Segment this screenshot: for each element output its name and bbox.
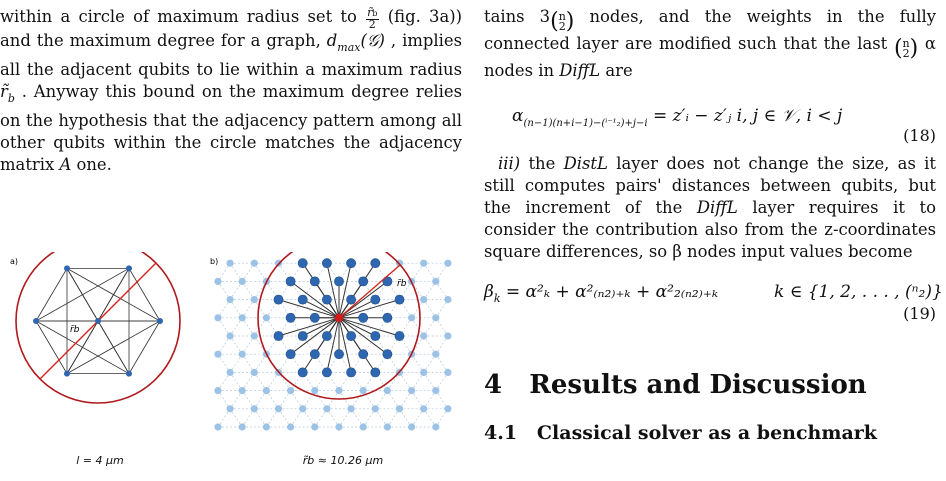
graph-edge: [98, 321, 129, 374]
lattice-qubit-node: [360, 423, 367, 430]
lattice-qubit-node: [408, 314, 415, 321]
graph-edge: [129, 321, 160, 374]
neighbor-qubit-node: [359, 277, 368, 286]
lattice-qubit-node: [432, 278, 439, 285]
right-paragraph-1: tains 3( n 2 ) nodes, and the weights in the fully connected layer are modified such that the last ( n 2 ) α nodes in DiffL are: [484, 7, 936, 80]
lattice-qubit-node: [263, 314, 270, 321]
neighbor-qubit-node: [383, 313, 392, 322]
lattice-qubit-node: [263, 387, 270, 394]
neighbor-qubit-node: [310, 277, 319, 286]
neighbor-qubit-node: [359, 350, 368, 359]
graph-edge: [36, 321, 67, 374]
radius-circle-a: [16, 252, 180, 403]
graph-edge: [36, 268, 67, 321]
neighbor-qubit-node: [310, 350, 319, 359]
lattice-qubit-node: [227, 260, 234, 267]
neighbor-qubit-node: [347, 331, 356, 340]
binom-n-2: ( n 2 ): [550, 9, 575, 34]
qubit-node: [126, 265, 132, 271]
neighbor-qubit-node: [286, 313, 295, 322]
star-edge: [339, 318, 375, 373]
panel-a-svg: [0, 252, 200, 472]
lattice-qubit-node: [432, 351, 439, 358]
lattice-qubit-node: [335, 423, 342, 430]
panel-b-tag: b): [210, 257, 219, 266]
radius-line-b: [339, 265, 400, 318]
figure-panel-a: [0, 252, 200, 472]
lattice-qubit-node: [311, 423, 318, 430]
lattice-qubit-node: [408, 423, 415, 430]
section-heading: 4 Results and Discussion: [484, 370, 867, 400]
lattice-qubit-node: [444, 405, 451, 412]
lattice-qubit-node: [323, 405, 330, 412]
rb-symbol: $r̃_b$: [0, 82, 15, 106]
neighbor-qubit-node: [322, 295, 331, 304]
lattice-qubit-node: [239, 278, 246, 285]
qubit-node: [64, 371, 70, 377]
neighbor-qubit-node: [347, 368, 356, 377]
lattice-qubit-node: [348, 405, 355, 412]
adjacency-matrix-symbol: A: [59, 155, 72, 175]
panel-a-tag: a): [10, 257, 19, 266]
left-column: [0, 0, 462, 177]
lattice-qubit-node: [287, 423, 294, 430]
lattice-qubit-node: [275, 405, 282, 412]
lattice-qubit-node: [384, 423, 391, 430]
lattice-qubit-node: [372, 405, 379, 412]
graph-edge: [67, 268, 98, 321]
lattice-qubit-node: [444, 260, 451, 267]
neighbor-qubit-node: [395, 295, 404, 304]
lattice-qubit-node: [408, 387, 415, 394]
neighbor-qubit-node: [359, 313, 368, 322]
neighbor-qubit-node: [274, 331, 283, 340]
dmax-symbol: $d_{max}(𝒢)$: [326, 31, 385, 54]
neighbor-qubit-node: [371, 295, 380, 304]
rb-label-b: r̃b: [397, 279, 407, 289]
equation-19: $\beta_k = \alpha^2_k + \alpha^2_{(n2)+k} + \alpha^2_{2(n2)+k}$ k ∈ {1, 2, . . . , (ⁿ₂)} (19): [484, 282, 943, 323]
qubit-node: [64, 265, 70, 271]
neighbor-qubit-node: [322, 368, 331, 377]
neighbor-qubit-node: [286, 350, 295, 359]
neighbor-qubit-node: [322, 259, 331, 268]
lattice-qubit-node: [251, 260, 258, 267]
neighbor-qubit-node: [298, 295, 307, 304]
lattice-qubit-node: [335, 387, 342, 394]
neighbor-qubit-node: [347, 259, 356, 268]
neighbor-qubit-node: [334, 277, 343, 286]
lattice-qubit-node: [227, 405, 234, 412]
lattice-qubit-node: [239, 423, 246, 430]
figure-panel-b: [210, 252, 460, 442]
lattice-qubit-node: [251, 332, 258, 339]
neighbor-qubit-node: [310, 313, 319, 322]
graph-edge: [129, 268, 160, 321]
neighbor-qubit-node: [347, 295, 356, 304]
neighbor-qubit-node: [322, 331, 331, 340]
lattice-qubit-node: [239, 387, 246, 394]
left-paragraph: within a circle of maximum radius set to $\frac{r̃b}{2}$ (fig. 3a)) and the maximum degree for a graph, $d_{max}(𝒢)$ , implies all the adjacent qubits to lie within a maximum radius $r̃_b$ . Anyway this bound on the maximum degree relies on the hypothesis that the adjacency pattern among all other qubits within the circle matches the adjacency matrix A one.: [0, 6, 463, 175]
neighbor-qubit-node: [395, 331, 404, 340]
binom-n-2-b: ( n 2 ): [893, 36, 919, 61]
lattice-qubit-node: [311, 387, 318, 394]
subsection-heading: 4.1 Classical solver as a benchmark: [484, 422, 877, 444]
lattice-qubit-node: [287, 387, 294, 394]
neighbor-qubit-node: [383, 350, 392, 359]
lattice-qubit-node: [299, 405, 306, 412]
lattice-qubit-node: [214, 278, 221, 285]
neighbor-qubit-node: [371, 259, 380, 268]
lattice-qubit-node: [227, 369, 234, 376]
lattice-qubit-node: [444, 296, 451, 303]
lattice-qubit-node: [214, 387, 221, 394]
lattice-qubit-node: [444, 369, 451, 376]
rb-label-a: r̃b: [70, 325, 80, 335]
neighbor-qubit-node: [298, 368, 307, 377]
lattice-qubit-node: [251, 369, 258, 376]
lattice-qubit-node: [420, 405, 427, 412]
lattice-qubit-node: [432, 423, 439, 430]
neighbor-qubit-node: [371, 368, 380, 377]
neighbor-qubit-node: [298, 331, 307, 340]
lattice-qubit-node: [396, 405, 403, 412]
lattice-qubit-node: [239, 314, 246, 321]
qubit-node: [157, 318, 163, 324]
neighbor-qubit-node: [274, 295, 283, 304]
neighbor-qubit-node: [371, 331, 380, 340]
right-column: [484, 0, 943, 481]
caption-b: r̃b ≈ 10.26 μm: [302, 454, 384, 467]
lattice-qubit-node: [420, 296, 427, 303]
lattice-qubit-node: [214, 423, 221, 430]
caption-a: l = 4 μm: [76, 454, 124, 467]
qubit-node: [126, 371, 132, 377]
neighbor-qubit-node: [298, 259, 307, 268]
panel-b-svg: [210, 252, 460, 442]
lattice-qubit-node: [214, 351, 221, 358]
equation-18: $\alpha_{(n-1)(n+i-1)-(^{i-1}_2)+j-i}$ = z′ᵢ − z′ⱼ i, j ∈ 𝒱, i < j (18): [512, 106, 936, 145]
lattice-qubit-node: [420, 369, 427, 376]
star-edge: [303, 318, 339, 373]
lattice-qubit-node: [251, 296, 258, 303]
neighbor-qubit-node: [286, 277, 295, 286]
right-paragraph-2: iii) the DistL layer does not change the size, as it still computes pairs' distances between qubits, but the increment of the DiffL layer requires it to consider the contribution also from the z-coordinates square differences, so β nodes input values become: [484, 154, 936, 262]
lattice-qubit-node: [420, 260, 427, 267]
qubit-node: [33, 318, 39, 324]
lattice-qubit-node: [239, 351, 246, 358]
qubit-node: [95, 318, 101, 324]
lattice-qubit-node: [227, 332, 234, 339]
lattice-qubit-node: [432, 314, 439, 321]
lattice-qubit-node: [384, 387, 391, 394]
lattice-qubit-node: [227, 296, 234, 303]
lattice-qubit-node: [263, 423, 270, 430]
neighbor-qubit-node: [334, 350, 343, 359]
lattice-qubit-node: [432, 387, 439, 394]
lattice-qubit-node: [214, 314, 221, 321]
fraction-rb-over-2: $\frac{r̃b}{2}$: [367, 6, 378, 31]
lattice-qubit-node: [420, 332, 427, 339]
lattice-qubit-node: [444, 332, 451, 339]
lattice-qubit-node: [251, 405, 258, 412]
lattice-qubit-node: [360, 387, 367, 394]
